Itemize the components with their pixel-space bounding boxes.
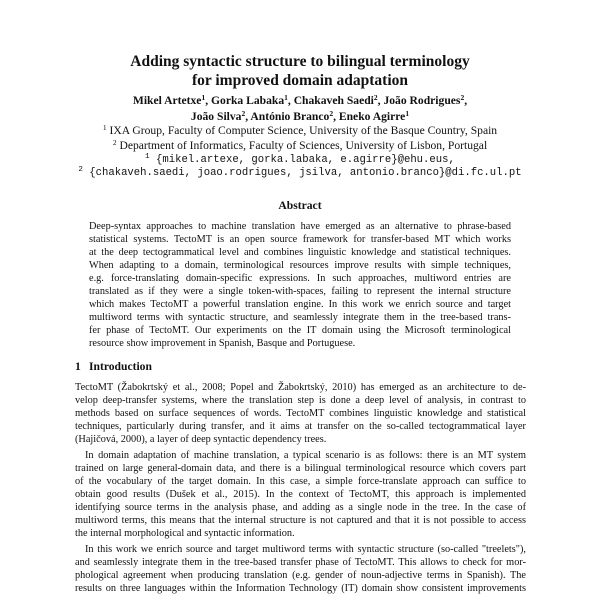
- abstract-heading: Abstract: [278, 199, 322, 212]
- abstract-line: multiword terms with syntactic structure, and seamlessly integrate them in the tree-based trans-: [89, 312, 511, 323]
- body-line: obtain good results (Dušek et al., 2015). In the context of TectoMT, this approach is implemented: [75, 489, 526, 500]
- author-affil-mark: 2: [373, 93, 378, 102]
- abstract-line: statistical systems. TectoMT is an open source framework for transfer-based MT which works: [89, 234, 511, 245]
- affiliation-2: [0, 138, 600, 153]
- author-name: António Branco: [250, 110, 330, 123]
- affiliation-1: [0, 123, 600, 138]
- body-line: of the vocabulary of the target domain. In this case, a simple force-translate approach can suffice to: [75, 476, 526, 487]
- body-line: the internal morphological and syntactic information.: [75, 528, 295, 539]
- body-line: (Hajičová, 2000), a layer of deep syntactic dependency trees.: [75, 434, 327, 445]
- section-number: 1: [75, 360, 81, 373]
- authors-line-2: João Silva$^2$, António Branco$^2$, Eneko Agirre$^1$: [190, 109, 410, 123]
- abstract-line: at the deep tectogrammatical level and combines linguistic knowledge and statistical techniques.: [89, 247, 511, 258]
- abstract-line: Deep-syntax approaches to machine translation have emerged as an alternative to phrase-based: [89, 221, 511, 232]
- body-line: methods based on surface sequences of words. TectoMT combines linguistic knowledge and statistical: [75, 408, 526, 419]
- body-line: multiword terms, this means that the internal structure is not captured and that it is not possible to access: [75, 515, 526, 526]
- author-affil-mark: 1: [201, 93, 206, 102]
- author-name: João Silva: [190, 110, 242, 123]
- body-line: identifying source terms in the analysis phase, and adding as a single node in the tree. In the case of: [75, 502, 526, 513]
- email-text: {chakaveh.saedi, joao.rodrigues, jsilva, antonio.branco}@di.fc.ul.pt: [89, 167, 522, 179]
- title-line-2: for improved domain adaptation: [191, 72, 409, 89]
- author-affil-mark: 1: [405, 109, 410, 118]
- abstract-line: resource show improvement in Spanish, Basque and Portuguese.: [89, 338, 356, 349]
- body-line: In this work we enrich source and target multiword terms with syntactic structure (so-called "treelets"),: [85, 544, 526, 555]
- section-title: Introduction: [89, 360, 152, 373]
- body-line: In domain adaptation of machine translation, a typical scenario is as follows: there is an MT system: [85, 450, 526, 461]
- author-affil-mark: 2: [329, 109, 334, 118]
- abstract-line: translated as if they were a single token-with-spaces, failing to represent the internal structure: [89, 286, 511, 297]
- authors-line-1: Mikel Artetxe$^1$, Gorka Labaka$^1$, Chakaveh Saedi$^2$, João Rodrigues$^2$,: [132, 93, 468, 107]
- author-name: João Rodrigues: [383, 94, 461, 107]
- affiliation-mark: 1: [102, 123, 107, 132]
- email-mark: 2: [78, 166, 83, 174]
- paper-title: [0, 52, 600, 90]
- body-line: and seamlessly integrate them in the tree-based transfer phase of TectoMT. This allows to check for mor-: [75, 557, 526, 568]
- author-affil-mark: 2: [460, 93, 465, 102]
- author-affil-mark: 2: [241, 109, 246, 118]
- email-mark: 1: [145, 153, 150, 161]
- affiliation-mark: 2: [112, 138, 117, 147]
- body-line: velop deep-transfer systems, where the translation step is done a deep level of analysis, in contrast to: [75, 395, 526, 406]
- author-name: Mikel Artetxe: [132, 94, 202, 107]
- abstract-line: which makes TectoMT a powerful translation engine. In this work we enrich source and target: [89, 299, 511, 310]
- section-heading: [75, 360, 152, 373]
- body-line: trained on large general-domain data, and there is a bilingual terminological resource which covers part: [75, 463, 526, 474]
- body-line: results on three languages within the Information Technology (IT) domain show consistent improvements: [75, 583, 526, 594]
- affiliation-text: Department of Informatics, Faculty of Sciences, University of Lisbon, Portugal: [119, 139, 488, 152]
- author-affil-mark: 1: [284, 93, 288, 102]
- author-name: Chakaveh Saedi: [293, 94, 374, 107]
- body-line: TectoMT (Žabokrtský et al., 2008; Popel and Žabokrtský, 2010) has emerged as an architecture to de-: [75, 382, 526, 393]
- author-list: [0, 93, 600, 125]
- author-name: Eneko Agirre: [338, 110, 406, 123]
- affiliation-text: IXA Group, Faculty of Computer Science, University of the Basque Country, Spain: [109, 124, 498, 137]
- body-line: phological agreement when producing translation (e.g. gender of noun-adjective terms in Spanish). The: [75, 570, 526, 581]
- abstract-line: fer phase of TectoMT. Our experiments on the IT domain using the Microsoft terminological: [89, 325, 511, 336]
- email-line-2: [0, 166, 600, 181]
- abstract-line: When adapting to a domain, terminological resources improve results with simple techniques,: [89, 260, 511, 271]
- body-line: techniques, particularly during transfer, and it aims at transfer on the so-called tectogrammatical layer: [75, 421, 526, 432]
- abstract-line: e.g. force-translating domain-specific expressions. In such approaches, multiword entries are: [89, 273, 511, 284]
- title-line-1: Adding syntactic structure to bilingual terminology: [130, 53, 470, 70]
- author-name: Gorka Labaka: [211, 94, 285, 107]
- email-text: {mikel.artexe, gorka.labaka, e.agirre}@ehu.eus,: [156, 154, 455, 166]
